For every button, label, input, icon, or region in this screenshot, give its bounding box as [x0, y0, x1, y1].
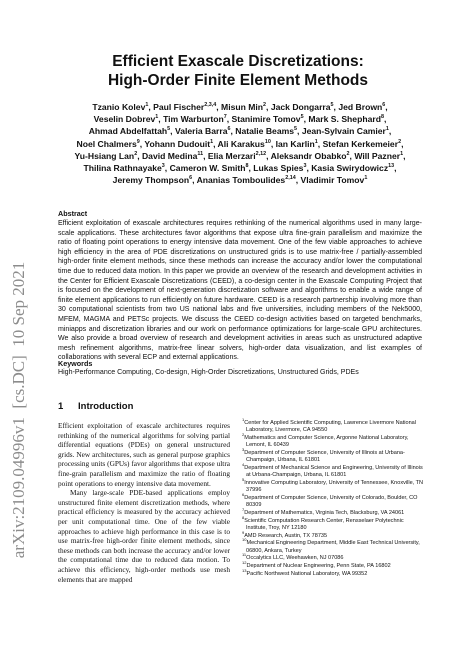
author-affiliation-mark: 2 [263, 102, 267, 109]
author [144, 139, 213, 149]
footnote-number: 9 [242, 529, 245, 535]
author-name: Mark S. Shephard [308, 114, 381, 125]
author [276, 139, 318, 149]
footnote-number: 3 [242, 447, 245, 453]
author [301, 175, 368, 185]
author-name: Valeria Barra [174, 126, 228, 137]
author-name: Jed Brown [338, 102, 383, 112]
footnote [242, 560, 424, 570]
author [163, 114, 227, 124]
intro-paragraph-2: Many large-scale PDE-based applications employ unstructured finite element discretization methods, where practical efficiency is measured by the accuracy achieved per unit computational time. One of the few viable approaches to achieve high performance in this case is to use matrix-free high-order finite element methods, since these methods can both increase the accuracy and/or lower the computational time due to reduced data motion. To achieve this efficiency, high-order methods use mesh elements that are mapped [58, 488, 230, 584]
author-affiliation-mark: 1 [314, 138, 318, 145]
abstract-heading: Abstract [58, 209, 88, 218]
paper-title [58, 52, 418, 90]
author-affiliation-mark: 3 [161, 163, 165, 170]
author-name: Kasia Swirydowicz [311, 163, 389, 174]
author-name: Veselin Dobrev [93, 114, 156, 125]
author [89, 126, 170, 136]
author-name: Elia Merzari [207, 150, 256, 161]
author [142, 151, 203, 161]
author [92, 102, 148, 112]
footnote-text: Department of Mathematics, Virginia Tech, Blacksburg, VA 24061 [244, 509, 405, 516]
author-affiliation-mark: 9 [136, 138, 140, 145]
footnote-number: 10 [242, 537, 247, 543]
author-affiliation-mark: 8 [245, 163, 249, 170]
footnote-text: Mathematics and Computer Science, Argonne National Laboratory, Lemont, IL 60439 [244, 434, 409, 449]
footnote-number: 1 [242, 417, 245, 423]
author-name: Tzanio Kolev [92, 102, 146, 112]
author-affiliation-mark: 1 [155, 114, 159, 121]
footnote-text: Mechanical Engineering Department, Middle East Technical University, 06800, Ankara, Turkey [246, 540, 420, 554]
author-name: Will Pazner [354, 150, 401, 161]
author-affiliation-mark: 5 [167, 126, 171, 133]
footnote-text: Department of Computer Science, University of Colorado, Boulder, CO 80309 [244, 494, 418, 509]
author-affiliation-mark: 2 [346, 150, 350, 157]
footnote-text: Department of Mechanical Science and Engineering, University of Illinois at Urbana-Champaign, Urbana, IL 61801 [244, 464, 423, 479]
section-heading-introduction [58, 401, 133, 412]
footnote-text: Department of Nuclear Engineering, Penn State, PA 16802 [246, 562, 391, 569]
author [323, 139, 401, 149]
footnote [242, 462, 424, 483]
footnote-text: Pacific Northwest National Laboratory, WA 99352 [246, 570, 368, 577]
author-name: Paul Fischer [153, 102, 205, 112]
author-name: Ananias Tomboulides [196, 175, 286, 186]
footnote-text: Department of Computer Science, University of Illinois at Urbana-Champaign, Urbana, IL 61801 [244, 449, 405, 464]
abstract-text: Efficient exploitation of exascale architectures requires rethinking of the numerical algorithms used in many large-scale applications. These architectures favor algorithms that expose ultra fine-grain parallelism and maximize the ratio of floating point operations to energy intensive data movement. One of the few viable approaches to achieve high efficiency in the area of PDE discretizations on unstructured grids is to use matrix-free / partially-assembled high-order finite element methods, since these methods can increase the accuracy and/or lower the computational time due to reduced data motion. In this paper we provide an overview of the research and development activities in the Center for Efficient Exascale Discretizations (CEED), a co-design center in the Exascale Computing Project that is focused on the development of next-generation discretization software and algorithms to enable a wide range of finite element applications to run efficiently on future hardware. CEED is a research partnership involving more than 30 computational scientists from two US national labs and five universities, including members of the Nek5000, MFEM, MAGMA and PETSc projects. We discuss the CEED co-design activities based on targeted benchmarks, miniapps and discretization libraries and our work on performance optimizations for large-scale GPU architectures. We also provide a broad overview of research and development activities in areas such as unstructured adaptive mesh refinement algorithms, matrix-free linear solvers, high-order data visualization, and list examples of collaborations with several ECP and external applications. [58, 220, 422, 362]
author-affiliation-mark: 2,14 [285, 175, 296, 182]
author-affiliation-mark: 1 [145, 102, 149, 109]
author-name: Lukas Spies [253, 163, 304, 174]
author-name: Tim Warburton [163, 114, 224, 125]
arxiv-identifier-stamp [4, 200, 32, 620]
author-affiliation-mark: 6 [227, 126, 231, 133]
author [308, 114, 384, 124]
author-affiliation-mark: 5 [330, 102, 334, 109]
author-affiliation-mark: 8 [380, 114, 384, 121]
author [221, 102, 266, 112]
author [302, 126, 389, 136]
footnote [242, 477, 424, 498]
section-number: 1 [58, 401, 64, 412]
keywords-heading: Keywords [58, 359, 93, 368]
author-name: Stanimire Tomov [231, 114, 301, 125]
arxiv-identifier-svg [4, 200, 32, 620]
intro-paragraph-1: Efficient exploitation of exascale architectures requires rethinking of the numerical algorithms for solving partial differential equations (PDEs) on general unstructured grids. New architectures, such as general purpose graphics processing units (GPUs) favor algorithms that expose ultra fine-grain parallelism and maximize the ratio of floating point operations to energy intensive data movement. [58, 421, 230, 488]
author [235, 126, 297, 136]
title-line-2: High-Order Finite Element Methods [107, 72, 369, 89]
author-name: Yohann Dudouit [144, 138, 211, 149]
author [75, 151, 138, 161]
footnote [242, 417, 424, 438]
author [94, 114, 159, 124]
footnote-number: 6 [242, 492, 245, 498]
author-name: Yu-Hsiang Lan [74, 150, 135, 161]
author-name: Jean-Sylvain Camier [301, 126, 386, 137]
footnote-number: 12 [242, 560, 247, 566]
footnote [242, 507, 424, 517]
author-name: Jack Dongarra [270, 102, 331, 112]
author-name: Ahmad Abdelfattah [88, 126, 168, 137]
footnote-text: Innovative Computing Laboratory, University of Tennessee, Knoxville, TN 37996 [244, 479, 424, 494]
arxiv-identifier: arXiv:2109.04996v1 [cs.DC] 10 Sep 2021 [9, 261, 28, 559]
footnote-text: AMD Research, Austin, TX 78735 [244, 532, 328, 539]
author-affiliation-mark: 5 [300, 114, 304, 121]
author-affiliation-mark: 3 [303, 163, 307, 170]
author-name: Vladimir Tomov [300, 175, 365, 186]
author-affiliation-mark: 10 [264, 138, 271, 145]
footnote-text: Center for Applied Scientific Computing, Lawrence Livermore National Laboratory, Livermore, CA 94550 [244, 420, 416, 434]
introduction-body [58, 421, 230, 584]
author [231, 114, 303, 124]
author-affiliation-mark: 2,3,4 [204, 102, 217, 109]
author-affiliation-mark: 6 [382, 102, 386, 109]
footnote [242, 567, 424, 578]
author [170, 163, 249, 173]
author [271, 102, 334, 112]
footnote [242, 529, 424, 543]
author [197, 175, 296, 185]
author [271, 151, 350, 161]
author-name: Ali Karakus [217, 138, 265, 149]
author [153, 102, 216, 112]
author-affiliation-mark: 1 [385, 126, 389, 133]
author-affiliation-mark: 7 [223, 114, 227, 121]
author-name: Natalie Beams [235, 126, 295, 137]
footnote-number: 8 [242, 514, 245, 520]
author [311, 163, 394, 173]
author [113, 175, 192, 185]
section-title: Introduction [78, 401, 134, 412]
footnote-number: 13 [242, 567, 247, 573]
author [218, 139, 271, 149]
author-name: Cameron W. Smith [169, 163, 246, 174]
author-affiliation-mark: 11 [197, 150, 204, 157]
author [208, 151, 266, 161]
footnote-number: 7 [242, 507, 245, 513]
author-name: Misun Min [221, 102, 264, 112]
title-line-1: Efficient Exascale Discretizations: [112, 53, 364, 70]
author [77, 139, 140, 149]
footnote-number: 4 [242, 462, 245, 468]
footnote-number: 2 [242, 432, 245, 438]
author-name: David Medina [141, 150, 198, 161]
author-name: Noel Chalmers [76, 138, 137, 149]
author-name: Thilina Rathnayake [83, 163, 162, 174]
author-affiliation-mark: 6 [189, 175, 193, 182]
author [83, 163, 164, 173]
author-affiliation-mark: 1 [210, 138, 214, 145]
author-affiliation-mark: 1 [364, 175, 368, 182]
footnote-text: Occalytics LLC, Weehawken, NJ 07086 [246, 555, 344, 562]
footnote-text: Scientific Computation Research Center, Rensselaer Polytechnic Institute, Troy, NY 12180 [244, 517, 404, 531]
author [253, 163, 306, 173]
affiliation-footnotes [242, 417, 424, 578]
author-name: Jeremy Thompson [112, 175, 190, 186]
footnote [242, 432, 424, 453]
author-affiliation-mark: 2 [134, 150, 138, 157]
author-affiliation-mark: 1 [400, 150, 404, 157]
author-list: Tzanio Kolev$^1$, Paul Fischer$^{2,3,4}$, Misun Min$^2$, Jack Dongarra$^5$, Jed Brown$^6$, Veselin Dobrev$^1$, Tim Warburton$^7$, Stanimire Tomov$^5$, Mark S. Shephard$^8$, Ahmad Abdelfattah$^5$, Valeria Barra$^6$, Natalie Beams$^5$, Jean-Sylvain Camier$^1$, Noel Chalmers$^9$, Yohann Dudouit$^1$, Ali Karakus$^{10}$, Ian Karlin$^1$, Stefan Kerkemeier$^2$, Yu-Hsiang Lan$^2$, David Medina$^{11}$, Elia Merzari$^{2,12}$, Aleksandr Obabko$^2$, Will Pazner$^1$, Thilina Rathnayake$^3$, Cameron W. Smith$^8$, Lukas Spies$^3$, Kasia Swirydowicz$^{13}$, Jeremy Thompson$^6$, Ananias Tomboulides$^{2,14}$, Vladimir Tomov$^1$ [74, 102, 406, 186]
author [338, 102, 385, 112]
author-name: Stefan Kerkemeier [322, 138, 399, 149]
author-affiliation-mark: 5 [294, 126, 298, 133]
footnote-number: 11 [242, 552, 247, 558]
author-affiliation-mark: 2,12 [255, 150, 267, 157]
author-affiliation-mark: 2 [398, 138, 402, 145]
author [354, 151, 403, 161]
author [175, 126, 231, 136]
keywords-text: High-Performance Computing, Co-design, High-Order Discretizations, Unstructured Grids, PDEs [58, 369, 359, 376]
author-name: Aleksandr Obabko [270, 150, 347, 161]
footnote [242, 447, 424, 468]
author-affiliation-mark: 13 [388, 163, 395, 170]
footnote [242, 537, 424, 558]
author-name: Ian Karlin [275, 138, 315, 149]
footnote-number: 5 [242, 477, 245, 483]
footnote [242, 552, 424, 562]
footnote [242, 514, 424, 533]
